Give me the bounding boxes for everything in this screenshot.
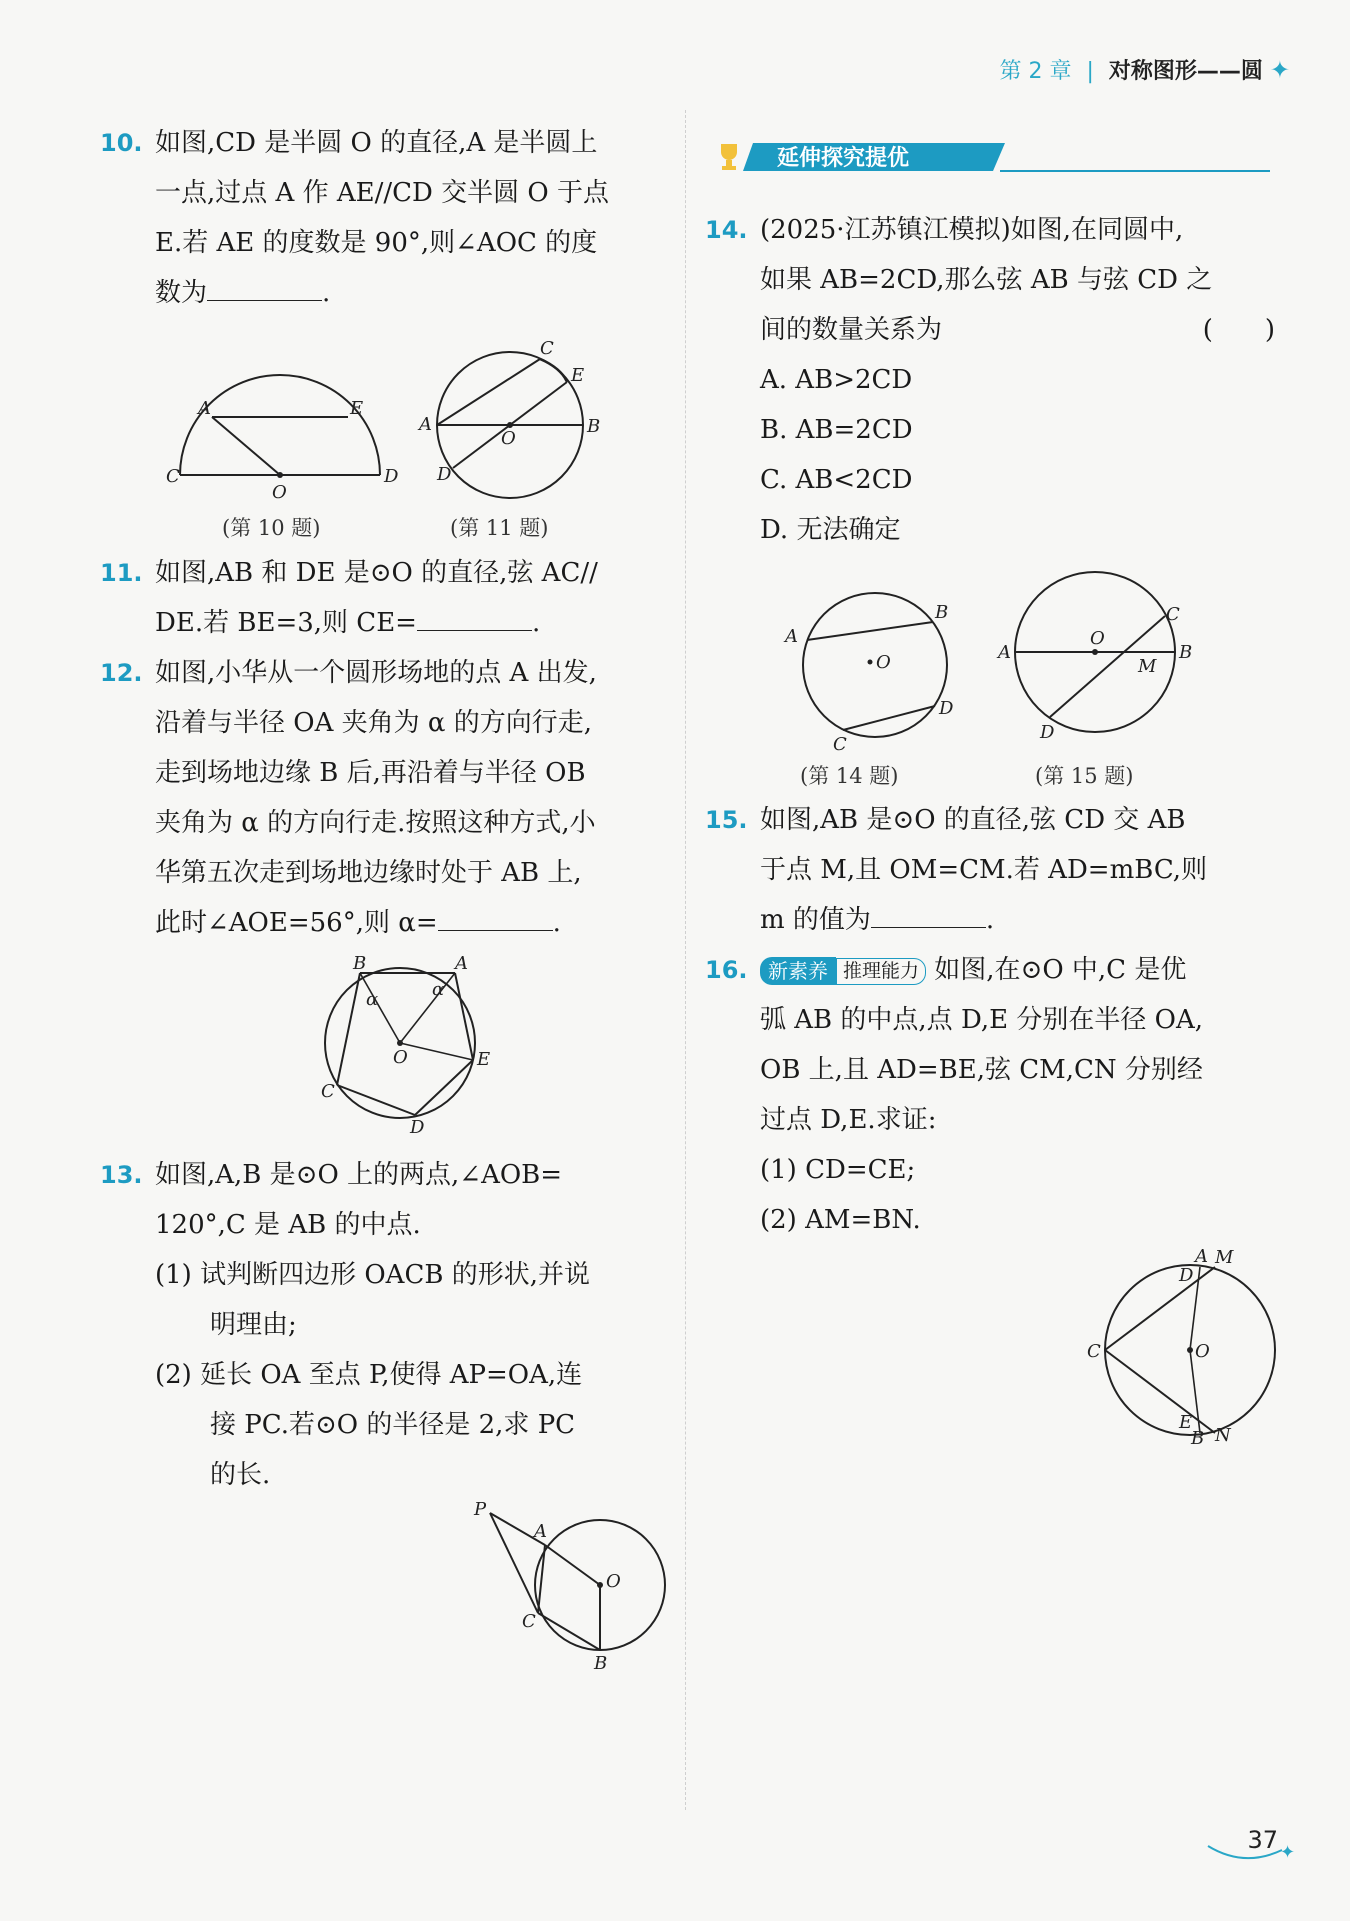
point-label: B xyxy=(353,953,367,974)
point-label: A xyxy=(534,1521,547,1542)
point-label: B xyxy=(1191,1428,1205,1449)
question-15 xyxy=(705,795,1275,945)
sub-question: (1) CD=CE; xyxy=(760,1155,916,1185)
point-label: C xyxy=(833,734,847,755)
point-label: A xyxy=(198,398,211,419)
question-line: 夹角为 α 的方向行走.按照这种方式,小 xyxy=(155,808,596,838)
question-12 xyxy=(100,648,670,948)
figure-14-caption: (第 14 题) xyxy=(800,764,899,788)
period: . xyxy=(531,608,541,638)
point-label: A xyxy=(785,626,798,647)
question-10 xyxy=(100,118,670,318)
angle-label: α xyxy=(366,989,379,1010)
column-divider xyxy=(685,110,686,1810)
point-label: D xyxy=(437,464,452,485)
answer-parenthesis[interactable]: ( ) xyxy=(1202,315,1275,345)
question-line: 如图,A,B 是⊙O 上的两点,∠AOB= xyxy=(155,1160,563,1190)
figure-16 xyxy=(1075,1245,1285,1449)
point-label: D xyxy=(1179,1265,1194,1286)
question-number: 11. xyxy=(100,559,143,587)
star-icon: ✦ xyxy=(1269,56,1290,84)
figure-14 xyxy=(785,580,975,755)
question-line: 过点 D,E.求证: xyxy=(760,1105,937,1135)
point-label: O xyxy=(393,1047,408,1068)
point-label: C xyxy=(166,466,180,487)
angle-label: α xyxy=(432,979,445,1000)
question-14 xyxy=(705,205,1275,355)
page-number: 37 xyxy=(1247,1826,1278,1854)
point-label: E xyxy=(477,1049,491,1070)
question-line: 如图,AB 和 DE 是⊙O 的直径,弦 AC// xyxy=(155,558,598,588)
reasoning-skill-tag: 推理能力 xyxy=(836,958,926,985)
point-label: C xyxy=(321,1081,335,1102)
question-line: OB 上,且 AD=BE,弦 CM,CN 分别经 xyxy=(760,1055,1203,1085)
right-column xyxy=(705,205,1275,555)
point-label: E xyxy=(571,365,585,386)
question-line: 如果 AB=2CD,那么弦 AB 与弦 CD 之 xyxy=(760,265,1213,295)
sub-question: (1) 试判断四边形 OACB 的形状,并说 xyxy=(155,1260,590,1290)
trophy-icon xyxy=(721,144,737,170)
new-literacy-tag: 新素养 xyxy=(760,957,836,985)
question-number: 16. xyxy=(705,956,748,984)
section-banner xyxy=(715,140,1270,174)
point-label: C xyxy=(522,1611,536,1632)
answer-blank[interactable] xyxy=(871,897,986,928)
question-line: 沿着与半径 OA 夹角为 α 的方向行走, xyxy=(155,708,592,738)
sub-question: (2) AM=BN. xyxy=(760,1205,921,1235)
point-label: O xyxy=(272,482,287,503)
question-11 xyxy=(100,548,670,648)
question-number: 15. xyxy=(705,806,748,834)
point-label: B xyxy=(935,602,949,623)
question-number: 12. xyxy=(100,659,143,687)
sub-question: 接 PC.若⊙O 的半径是 2,求 PC xyxy=(210,1410,576,1440)
point-label: E xyxy=(1179,1412,1193,1433)
point-label: M xyxy=(1215,1247,1234,1268)
point-label: B xyxy=(587,416,601,437)
period: . xyxy=(552,908,561,938)
point-label: C xyxy=(540,338,554,359)
point-label: N xyxy=(1215,1425,1231,1446)
question-13 xyxy=(100,1150,670,1500)
point-label: C xyxy=(1087,1341,1101,1362)
question-line: 如图,小华从一个圆形场地的点 A 出发, xyxy=(155,658,597,688)
question-line: 如图,在⊙O 中,C 是优 xyxy=(934,955,1187,985)
figure-13 xyxy=(470,1495,670,1675)
point-label: A xyxy=(998,642,1011,663)
question-line: (2025·江苏镇江模拟)如图,在同圆中, xyxy=(760,215,1184,245)
left-column xyxy=(100,118,670,318)
question-line: m 的值为 xyxy=(760,905,871,935)
point-label: D xyxy=(384,466,399,487)
header-separator: | xyxy=(1086,59,1094,84)
point-label: O xyxy=(1090,628,1105,649)
point-label: A xyxy=(1195,1246,1208,1267)
period: . xyxy=(322,278,331,308)
option-d[interactable]: D. 无法确定 xyxy=(760,515,901,545)
chapter-number: 第 2 章 xyxy=(999,59,1072,84)
question-line: 于点 M,且 OM=CM.若 AD=mBC,则 xyxy=(760,855,1208,885)
sub-question: 明理由; xyxy=(210,1310,297,1340)
question-line: 如图,CD 是半圆 O 的直径,A 是半圆上 xyxy=(155,128,598,158)
left-column-lower xyxy=(100,548,670,948)
sub-question: (2) 延长 OA 至点 P,使得 AP=OA,连 xyxy=(155,1360,583,1390)
point-label: A xyxy=(419,414,432,435)
point-label: B xyxy=(594,1653,608,1674)
point-label: O xyxy=(1195,1341,1210,1362)
question-16 xyxy=(705,945,1275,1245)
question-line: 华第五次走到场地边缘时处于 AB 上, xyxy=(155,858,582,888)
question-number: 13. xyxy=(100,1161,143,1189)
chapter-header xyxy=(999,54,1290,85)
sub-question: 的长. xyxy=(210,1460,271,1490)
question-line: 走到场地边缘 B 后,再沿着与半径 OB xyxy=(155,758,586,788)
question-line: 弧 AB 的中点,点 D,E 分别在半径 OA, xyxy=(760,1005,1203,1035)
point-label: O xyxy=(876,652,891,673)
question-line: 数为 xyxy=(155,278,208,308)
figure-15-caption: (第 15 题) xyxy=(1035,764,1134,788)
point-label: D xyxy=(410,1117,425,1138)
point-label: A xyxy=(455,953,468,974)
option-b[interactable]: B. AB=2CD xyxy=(760,415,913,445)
figure-12 xyxy=(315,953,515,1138)
chapter-title: 对称图形——圆 xyxy=(1108,59,1263,84)
question-line: 如图,AB 是⊙O 的直径,弦 CD 交 AB xyxy=(760,805,1186,835)
left-column-bottom xyxy=(100,1150,670,1500)
point-label: M xyxy=(1138,656,1157,677)
figure-10 xyxy=(166,380,400,530)
svg-text:✦: ✦ xyxy=(1280,1842,1296,1863)
question-line: 一点,过点 A 作 AE//CD 交半圆 O 于点 xyxy=(155,178,609,208)
banner-title: 延伸探究提优 xyxy=(777,146,910,171)
point-label: O xyxy=(501,428,516,449)
point-label: E xyxy=(350,398,364,419)
answer-blank[interactable] xyxy=(438,900,553,931)
question-line: E.若 AE 的度数是 90°,则∠AOC 的度 xyxy=(155,228,598,258)
figure-11-caption: (第 11 题) xyxy=(450,516,549,540)
option-a[interactable]: A. AB>2CD xyxy=(760,365,913,395)
answer-blank[interactable] xyxy=(417,600,532,631)
question-line: 120°,C 是 AB 的中点. xyxy=(155,1210,421,1240)
question-number: 14. xyxy=(705,216,748,244)
point-label: B xyxy=(1179,642,1193,663)
point-label: D xyxy=(1040,722,1055,743)
right-column-lower xyxy=(705,795,1275,1245)
option-c[interactable]: C. AB<2CD xyxy=(760,465,913,495)
point-label: O xyxy=(606,1571,621,1592)
figure-11 xyxy=(415,340,605,500)
point-label: D xyxy=(939,698,954,719)
point-label: C xyxy=(1166,604,1180,625)
point-label: P xyxy=(474,1499,487,1520)
question-line: 此时∠AOE=56°,则 α= xyxy=(155,908,438,938)
answer-blank[interactable] xyxy=(207,270,322,301)
question-line: DE.若 BE=3,则 CE= xyxy=(155,608,417,638)
figure-10-caption: (第 10 题) xyxy=(222,516,321,540)
question-number: 10. xyxy=(100,129,143,157)
question-line: 间的数量关系为 xyxy=(760,315,943,345)
figure-15 xyxy=(990,560,1210,760)
period: . xyxy=(985,905,995,935)
